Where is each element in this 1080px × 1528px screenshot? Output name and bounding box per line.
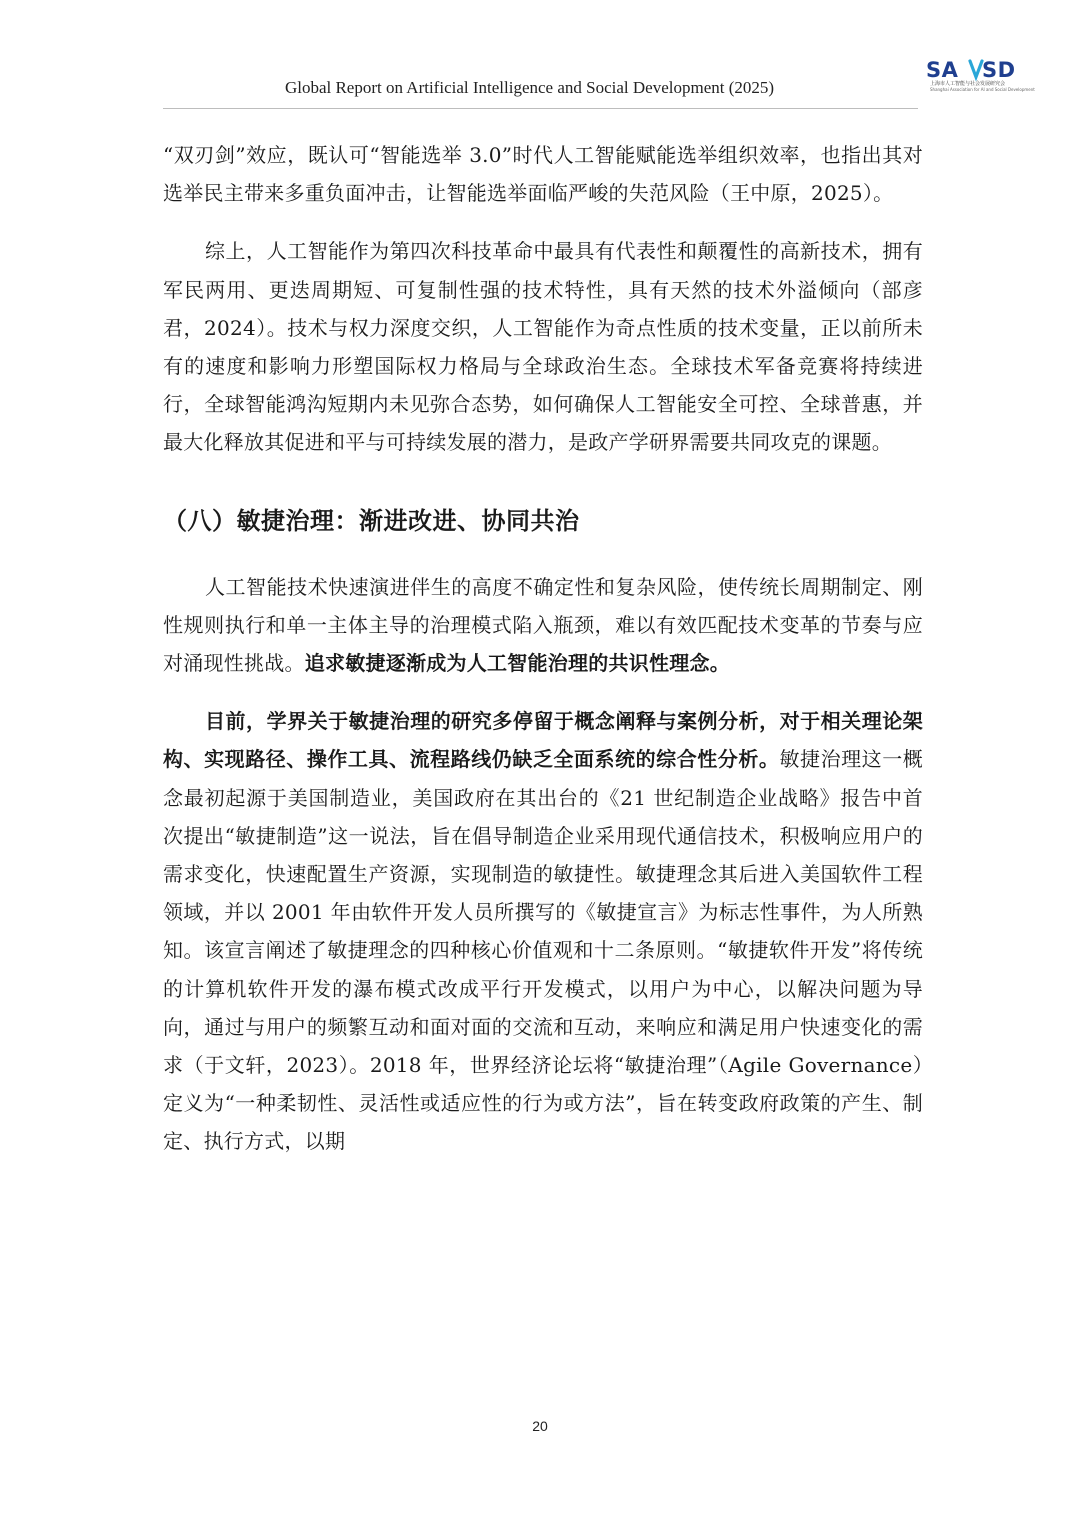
paragraph-4-text: 敏捷治理这一概念最初起源于美国制造业，美国政府在其出台的《21 世纪制造企业战略》报告中首次提出“敏捷制造”这一说法，旨在倡导制造企业采用现代通信技术，积极响应用户的需求变化，快速配置生产资源，实现制造的敏捷性。敏捷理念其后进入美国软件工程领域，并以 2001 年由软件开发人员所撰写的《敏捷宣言》为标志性事件，为人所熟知。该宣言阐述了敏捷理念的四种核心价值观和十二条原则。“敏捷软件开发”将传统的计算机软件开发的瀑布模式改成平行开发模式，以用户为中心，以解决问题为导向，通过与用户的频繁互动和面对面的交流和互动，来响应和满足用户快速变化的需求（于文轩，2023）。2018 年，世界经济论坛将“敏捷治理”（Agile Governance）定义为“一种柔韧性、灵活性或适应性的行为或方法”，旨在转变政府政策的产生、制定、执行方式，以期 [163,747,924,1154]
saisd-logo [924,57,1035,97]
section-heading: （八）敏捷治理：渐进改进、协同共治 [163,506,580,535]
logo-subtitle-en: Shanghai Association for AI and Social Development [930,87,1035,92]
logo-subtitle-cn: 上海市人工智能与社会发展研究会 [930,81,1006,87]
svg-text:SD: SD [982,58,1016,82]
paragraph-4 [163,702,923,1160]
logo-subtitle [930,81,1035,93]
paragraph-3-emphasis: 追求敏捷逐渐成为人工智能治理的共识性理念。 [304,651,730,676]
page-header [163,56,918,109]
paragraph-4-emphasis: 目前，学界关于敏捷治理的研究多停留于概念阐释与案例分析，对于相关理论架构、实现路径、操作工具、流程路线仍缺乏全面系统的综合性分析。 [163,709,923,772]
page-number: 20 [532,1418,548,1434]
saisd-logo-mark [924,57,1024,83]
svg-text:SA: SA [926,58,959,82]
paragraph-1: “双刃剑”效应，既认可“智能选举 3.0”时代人工智能赋能选举组织效率，也指出其对选举民主带来多重负面冲击，让智能选举面临严峻的失范风险（王中原，2025）。 [163,143,923,206]
page-body [163,136,923,1161]
paragraph-3-text: 人工智能技术快速演进伴生的高度不确定性和复杂风险，使传统长周期制定、刚性规则执行和单一主体主导的治理模式陷入瓶颈，难以有效匹配技术变革的节奏与应对涌现性挑战。 [163,574,923,676]
paragraph-2: 综上，人工智能作为第四次科技革命中最具有代表性和颠覆性的高新技术，拥有军民两用、更迭周期短、可复制性强的技术特性，具有天然的技术外溢倾向（部彦君，2024）。技术与权力深度交织，人工智能作为奇点性质的技术变量，正以前所未有的速度和影响力形塑国际权力格局与全球政治生态。全球技术军备竞赛将持续进行，全球智能鸿沟短期内未见弥合态势，如何确保人工智能安全可控、全球普惠，并最大化释放其促进和平与可持续发展的潜力，是政产学研界需要共同攻克的课题。 [163,239,923,455]
report-title: Global Report on Artificial Intelligence and Social Development (2025) [284,78,775,97]
paragraph-3 [163,568,923,683]
